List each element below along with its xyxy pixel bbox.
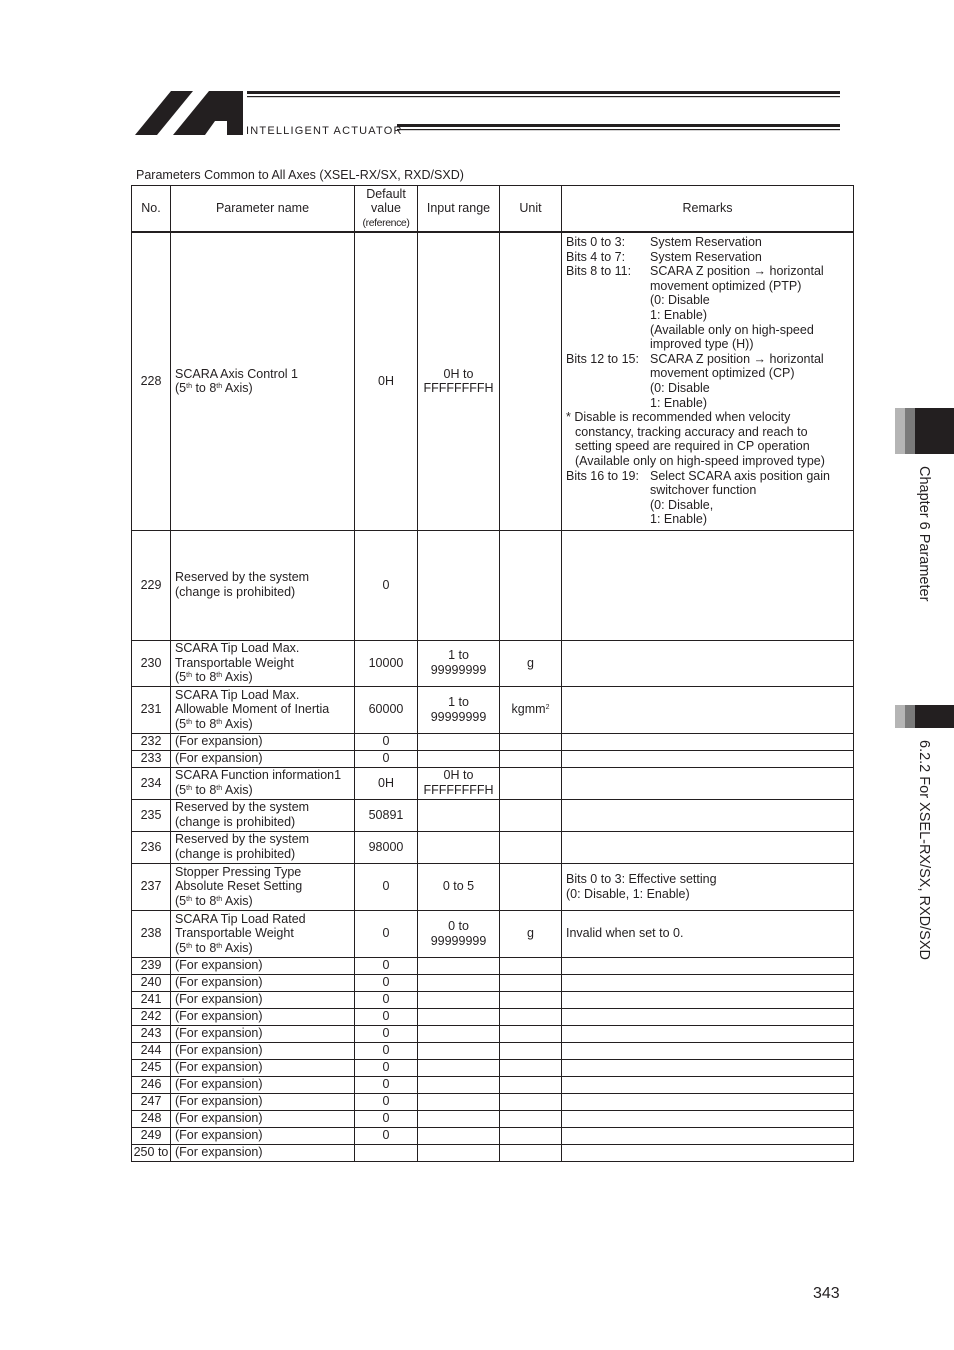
- table-caption: Parameters Common to All Axes (XSEL-RX/SX, RXD/SXD): [136, 168, 464, 182]
- table-row: 230 SCARA Tip Load Max. Transportable Weight (5th to 8th Axis) 10000 1 to 99999999 g: [132, 640, 854, 686]
- table-row: 237 Stopper Pressing Type Absolute Reset Setting (5th to 8th Axis) 0 0 to 5 Bits 0 to 3: Effective setting (0: Disable, 1: Enable): [132, 863, 854, 910]
- table-row: 242 (For expansion) 0: [132, 1008, 854, 1025]
- col-range: Input range: [418, 186, 500, 233]
- table-header-row: [132, 186, 854, 233]
- table-row: 246 (For expansion) 0: [132, 1076, 854, 1093]
- table-row: 235 Reserved by the system (change is prohibited) 50891: [132, 799, 854, 831]
- table-row: 243 (For expansion) 0: [132, 1025, 854, 1042]
- table-row: 245 (For expansion) 0: [132, 1059, 854, 1076]
- table-row: 241 (For expansion) 0: [132, 991, 854, 1008]
- col-default: Default value (reference): [355, 186, 418, 233]
- col-unit: Unit: [500, 186, 562, 233]
- table-row: 234 SCARA Function information1 (5th to 8th Axis) 0H 0H to FFFFFFFFH: [132, 767, 854, 799]
- table-row: 238 SCARA Tip Load Rated Transportable Weight (5th to 8th Axis) 0 0 to 99999999 g Invalid when set to 0.: [132, 910, 854, 957]
- remarks: Bits 0 to 3: System Reservation Bits 4 to 7: System Reservation Bits 8 to 11: SCARA Z position → horizontal movement optimized (PTP) (0: Disable 1: Enable) (Available only on high-speed improved type (H)) Bits 12 to 15: SCARA Z position → horizontal movement optimized (CP) (0: Disable 1: Enable) * Disable is recommended when velocity constancy, tracking accuracy and reach to setting speed are required in CP operation (Available only on high-speed improved type) Bits 16 to 19: Select SCARA axis position gain switchover function (0: Disable, 1: Enable): [562, 232, 854, 530]
- col-remarks: Remarks: [562, 186, 854, 233]
- table-row: 249 (For expansion) 0: [132, 1127, 854, 1144]
- table-row: 233 (For expansion) 0: [132, 750, 854, 767]
- section-sidebar-label: 6.2.2 For XSEL-RX/SX, RXD/SXD: [916, 740, 932, 960]
- table-row: 248 (For expansion) 0: [132, 1110, 854, 1127]
- table-row: 231 SCARA Tip Load Max. Allowable Moment of Inertia (5th to 8th Axis) 60000 1 to 99999999 kgmm$^2$: [132, 686, 854, 733]
- col-name: Parameter name: [171, 186, 355, 233]
- table-row: 240 (For expansion) 0: [132, 974, 854, 991]
- table-row: 250 to (For expansion): [132, 1144, 854, 1161]
- table-row: 239 (For expansion) 0: [132, 957, 854, 974]
- param-name: SCARA Axis Control 1 (5th to 8th Axis): [171, 232, 355, 530]
- chapter-sidebar-label: Chapter 6 Parameter: [916, 466, 932, 602]
- page-number: 343: [813, 1285, 840, 1302]
- parameter-table: [131, 185, 854, 1162]
- col-no: No.: [132, 186, 171, 233]
- iai-logo: [135, 91, 840, 137]
- table-row: 244 (For expansion) 0: [132, 1042, 854, 1059]
- table-row: 228 SCARA Axis Control 1 (5th to 8th Axis) 0H 0H to FFFFFFFFH Bits 0 to 3: System Reservation Bits 4 to 7: System Reservation Bits 8 to 11: SCARA Z position → horizontal movement optimized (PTP) (0: Disable 1: Enable) (Available only on high-speed improved type (H)) Bits 12 to 15: SCARA Z position → horizontal movement optimized (CP) (0: Disable 1: Enable) * Disable is recommended when velocity constancy, tracking accuracy and reach to setting speed are required in CP operation (Available only on high-speed improved type) Bits 16 to 19: Select SCARA axis position gain switchover function (0: Disable, 1: Enable): [132, 232, 854, 530]
- table-row: 236 Reserved by the system (change is prohibited) 98000: [132, 831, 854, 863]
- chapter-tab-marker: [895, 408, 954, 454]
- table-row: 229 Reserved by the system (change is prohibited) 0: [132, 530, 854, 640]
- logo-wordmark: INTELLIGENT ACTUATOR: [246, 125, 403, 137]
- table-row: 247 (For expansion) 0: [132, 1093, 854, 1110]
- section-tab-marker: [895, 705, 954, 728]
- table-row: 232 (For expansion) 0: [132, 733, 854, 750]
